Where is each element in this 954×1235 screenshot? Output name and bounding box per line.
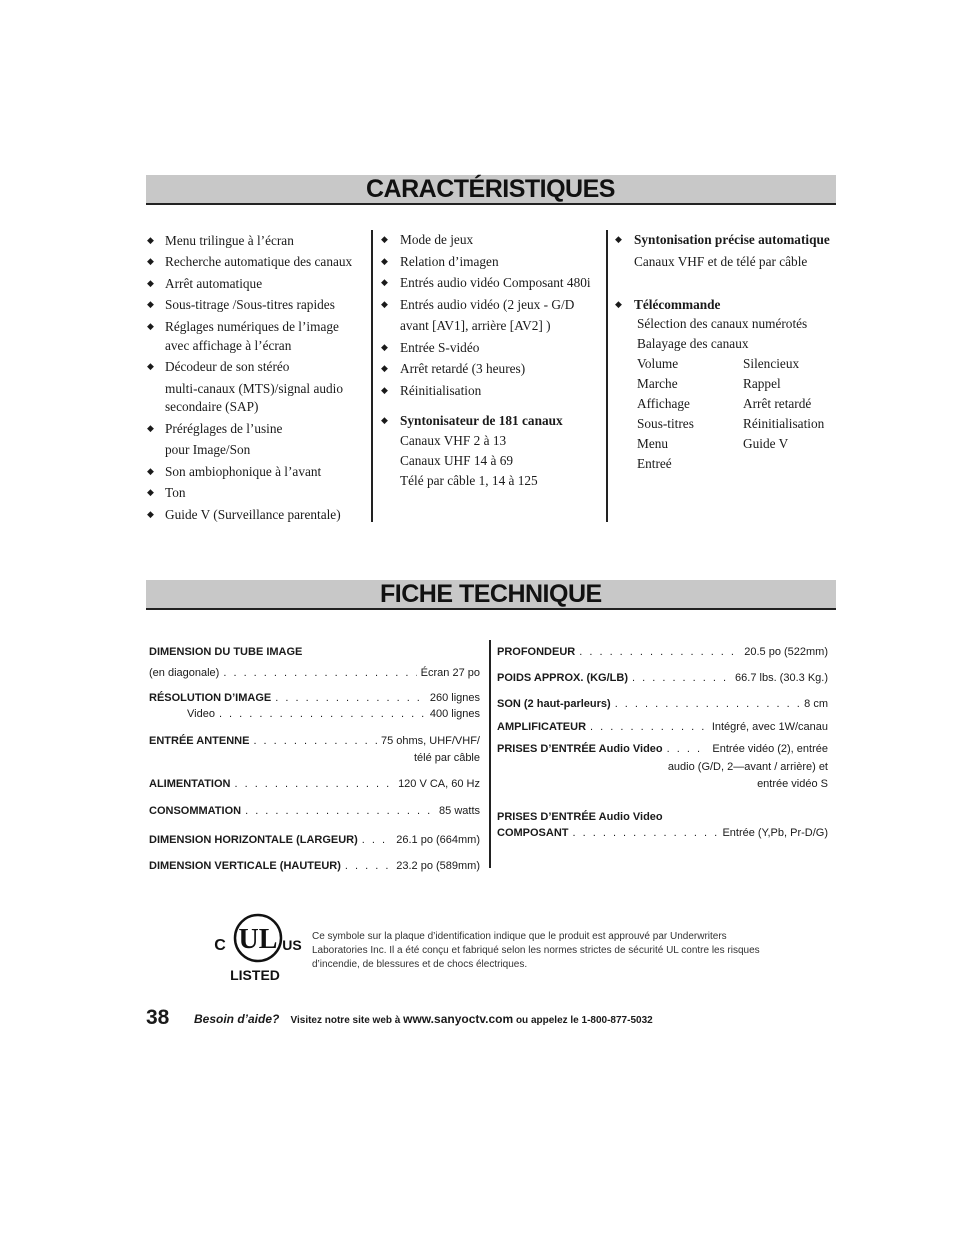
spec-row-power [149,777,480,791]
bullet-icon: ◆ [381,234,388,244]
ul-c-mark: C [214,937,226,954]
fine-tune-line: Canaux VHF et de télé par câble [634,254,808,269]
remote-key: Volume [637,356,679,371]
features-banner [146,175,836,205]
ul-description: Ce symbole sur la plaque d’identification indique que le produit est approuvé par Underwriters Laboratories Inc. Il a été conçu et fabriqué selon les normes strictes de sécurité UL contre les risques d’incendie, de blessures et de chocs électriques. [312,931,760,970]
spec-sublabel: Video [187,708,215,720]
spec-value: 75 ohms, UHF/VHF/ [380,735,480,747]
bullet-icon: ◆ [147,299,154,309]
ul-letters: UL [238,924,278,955]
spec-value: 120 V CA, 60 Hz [398,778,480,790]
feature-item: Réglages numériques de l’image [165,319,339,334]
tuner-title: Syntonisateur de 181 canaux [400,413,563,428]
spec-value: Entrée vidéo (2), entrée [712,743,828,755]
spec-row-antenna [149,734,480,748]
tuner-line: Télé par câble 1, 14 à 125 [400,473,538,488]
bullet-icon: ◆ [381,363,388,373]
feature-item: Arrêt automatique [165,276,263,291]
spec-value: Entrée (Y,Pb, Pr-D/G) [722,827,828,839]
bullet-icon: ◆ [147,466,154,476]
remote-key: Guide V [743,436,789,451]
ul-listed-logo [212,912,304,984]
tuner-line: Canaux VHF 2 à 13 [400,433,507,448]
bullet-icon: ◆ [381,342,388,352]
leader-dots [667,742,709,756]
remote-line: Sélection des canaux numérotés [637,316,808,331]
spec-sublabel: (en diagonale) [149,667,220,679]
spec-row-width [149,833,480,847]
spec-label: POIDS APPROX. (KG/LB) [497,672,628,684]
remote-key: Entreé [637,456,672,471]
column-divider [371,230,373,522]
feature-item: Relation d’imagen [400,254,499,269]
spec-label: DIMENSION VERTICALE (HAUTEUR) [149,860,341,872]
spec-value: 20.5 po (522mm) [744,646,828,658]
leader-dots [590,720,708,734]
leader-dots [223,666,416,680]
leader-dots [573,826,719,840]
leader-dots [253,734,377,748]
spec-value: 400 lignes [429,708,480,720]
specs-title: FICHE TECHNIQUE [380,580,602,608]
bullet-icon: ◆ [147,509,154,519]
leader-dots [234,777,394,791]
remote-key: Rappel [743,376,781,391]
feature-item-cont: secondaire (SAP) [165,399,259,414]
fine-tune-title: Syntonisation précise automatique [634,232,830,247]
spec-value: Intégré, avec 1W/canau [711,721,828,733]
leader-dots [275,691,426,705]
bullet-icon: ◆ [381,299,388,309]
bullet-icon: ◆ [381,256,388,266]
bullet-icon: ◆ [147,361,154,371]
bullet-icon: ◆ [147,487,154,497]
leader-dots [632,671,731,685]
spec-row-sound [497,697,828,711]
spec-value: 23.2 po (589mm) [396,860,480,872]
remote-key: Réinitialisation [743,416,825,431]
spec-row-resolution [149,691,480,705]
spec-value: 66.7 lbs. (30.3 Kg.) [735,672,828,684]
help-line [194,1012,653,1026]
leader-dots [579,645,740,659]
spec-row-amp [497,720,828,734]
spec-label: RÉSOLUTION D’IMAGE [149,692,272,704]
bullet-icon: ◆ [147,423,154,433]
bullet-icon: ◆ [381,415,388,425]
leader-dots [245,804,435,818]
feature-item-cont: multi-canaux (MTS)/signal audio [165,381,343,396]
bullet-icon: ◆ [381,277,388,287]
ul-us-mark: US [282,937,302,953]
feature-item-cont: avant [AV1], arrière [AV2] ) [400,318,551,333]
spec-row-inputs [497,742,828,756]
page-number: 38 [146,1006,170,1029]
specs-banner [146,580,836,610]
features-title: CARACTÉRISTIQUES [366,175,615,203]
spec-value: 260 lignes [429,692,480,704]
spec-row-height [149,859,480,873]
remote-key: Sous-titres [637,416,694,431]
feature-item-cont: avec affichage à l’écran [165,338,292,353]
spec-row-component [497,826,828,840]
column-divider [606,230,608,522]
spec-label: PROFONDEUR [497,646,576,658]
remote-key: Marche [637,376,678,391]
spec-value: Écran 27 po [420,667,480,679]
help-phone: ou appelez le 1-800-877-5032 [515,1015,653,1026]
spec-value-cont: audio (G/D, 2—avant / arrière) et [667,761,828,773]
spec-value-cont: télé par câble [413,752,480,764]
feature-item: Guide V (Surveillance parentale) [165,507,341,522]
feature-item: Réinitialisation [400,383,482,398]
feature-item: Sous-titrage /Sous-titres rapides [165,297,335,312]
help-question: Besoin d’aide? [194,1012,280,1026]
bullet-icon: ◆ [147,321,154,331]
spec-value-cont: entrée vidéo S [757,778,828,790]
bullet-icon: ◆ [147,235,154,245]
bullet-icon: ◆ [615,299,622,309]
leader-dots [345,859,392,873]
leader-dots [219,707,426,721]
spec-row-video [187,707,480,721]
bullet-icon: ◆ [147,278,154,288]
ul-listed-mark: LISTED [230,967,280,983]
tuner-line: Canaux UHF 14 à 69 [400,453,514,468]
bullet-icon: ◆ [615,234,622,244]
feature-item: Menu trilingue à l’écran [165,233,294,248]
feature-item: Entrés audio vidéo Composant 480i [400,275,591,290]
column-divider [489,640,491,868]
feature-item: Arrêt retardé (3 heures) [400,361,526,376]
spec-row-consumption [149,804,480,818]
remote-key: Arrêt retardé [743,396,812,411]
spec-label: DIMENSION DU TUBE IMAGE [149,646,303,658]
spec-label: PRISES D’ENTRÉE Audio Video [497,811,663,823]
leader-dots [362,833,392,847]
help-visit: Visitez notre site web à [290,1015,401,1026]
remote-line: Balayage des canaux [637,336,749,351]
remote-title: Télécommande [634,297,721,312]
website-link[interactable]: www.sanyoctv.com [403,1012,514,1026]
spec-row-depth [497,645,828,659]
bullet-icon: ◆ [381,385,388,395]
feature-item: Mode de jeux [400,232,474,247]
remote-key: Silencieux [743,356,800,371]
spec-row-tube [149,666,480,680]
spec-label: DIMENSION HORIZONTALE (LARGEUR) [149,834,358,846]
bullet-icon: ◆ [147,256,154,266]
feature-item: Ton [165,485,186,500]
spec-value: 8 cm [804,698,828,710]
spec-value: 85 watts [439,805,480,817]
remote-key: Menu [637,436,669,451]
spec-value: 26.1 po (664mm) [396,834,480,846]
leader-dots [615,697,800,711]
remote-key: Affichage [637,396,690,411]
spec-label: AMPLIFICATEUR [497,721,587,733]
spec-label: PRISES D’ENTRÉE Audio Video [497,743,663,755]
feature-item: Entrée S-vidéo [400,340,480,355]
feature-item: Entrés audio vidéo (2 jeux - G/D [400,297,575,312]
spec-label: CONSOMMATION [149,805,242,817]
feature-item-cont: pour Image/Son [165,442,251,457]
spec-label: ALIMENTATION [149,778,231,790]
feature-item: Recherche automatique des canaux [165,254,353,269]
spec-label: COMPOSANT [497,827,569,839]
spec-row-weight [497,671,828,685]
spec-label: SON (2 haut-parleurs) [497,698,611,710]
spec-label: ENTRÉE ANTENNE [149,735,250,747]
feature-item: Préréglages de l’usine [165,421,283,436]
feature-item: Son ambiophonique à l’avant [165,464,322,479]
feature-item: Décodeur de son stéréo [165,359,290,374]
